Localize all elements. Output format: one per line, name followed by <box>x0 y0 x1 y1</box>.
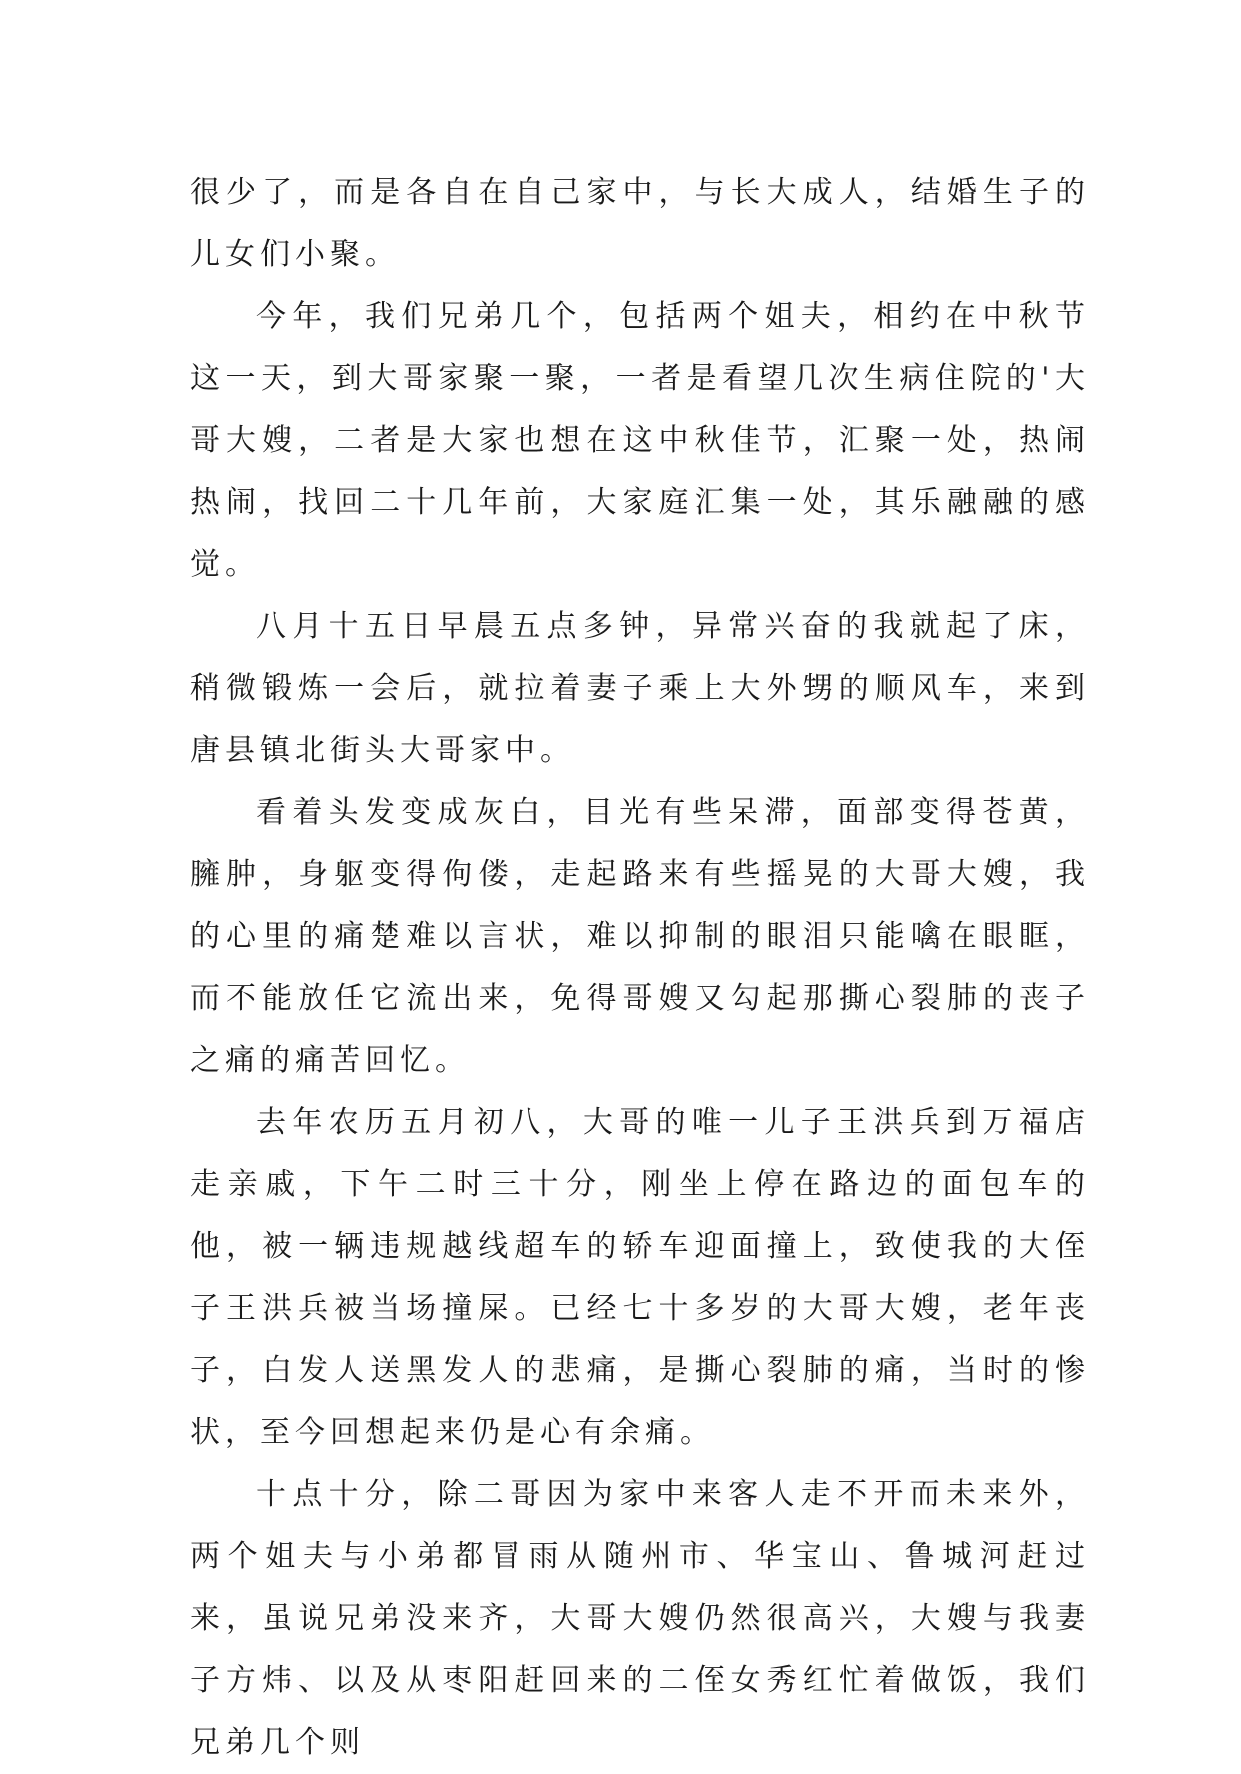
paragraph: 很少了，而是各自在自己家中，与长大成人，结婚生子的儿女们小聚。 <box>190 175 1090 272</box>
paragraph: 八月十五日早晨五点多钟，异常兴奋的我就起了床，稍微锻炼一会后，就拉着妻子乘上大外甥的顺风车，来到唐县镇北街头大哥家中。 <box>190 609 1090 768</box>
paragraph: 十点十分，除二哥因为家中来客人走不开而未来外，两个姐夫与小弟都冒雨从随州市、华宝山、鲁城河赶过来，虽说兄弟没来齐，大哥大嫂仍然很高兴，大嫂与我妻子方炜、以及从枣阳赶回来的二侄女秀红忙着做饭，我们兄弟几个则 <box>190 1477 1090 1760</box>
paragraph: 看着头发变成灰白，目光有些呆滞，面部变得苍黄，臃肿，身躯变得佝偻，走起路来有些摇晃的大哥大嫂，我的心里的痛楚难以言状，难以抑制的眼泪只能噙在眼眶，而不能放任它流出来，免得哥嫂又勾起那撕心裂肺的丧子之痛的痛苦回忆。 <box>190 795 1090 1078</box>
paragraph: 去年农历五月初八，大哥的唯一儿子王洪兵到万福店走亲戚，下午二时三十分，刚坐上停在路边的面包车的他，被一辆违规越线超车的轿车迎面撞上，致使我的大侄子王洪兵被当场撞屎。已经七十多岁的大哥大嫂，老年丧子，白发人送黑发人的悲痛，是撕心裂肺的痛，当时的惨状，至今回想起来仍是心有余痛。 <box>190 1105 1090 1450</box>
paragraph: 今年，我们兄弟几个，包括两个姐夫，相约在中秋节这一天，到大哥家聚一聚，一者是看望几次生病住院的'大哥大嫂，二者是大家也想在这中秋佳节，汇聚一处，热闹热闹，找回二十几年前，大家庭汇集一处，其乐融融的感觉。 <box>190 299 1090 582</box>
body-text <box>190 162 1090 1774</box>
